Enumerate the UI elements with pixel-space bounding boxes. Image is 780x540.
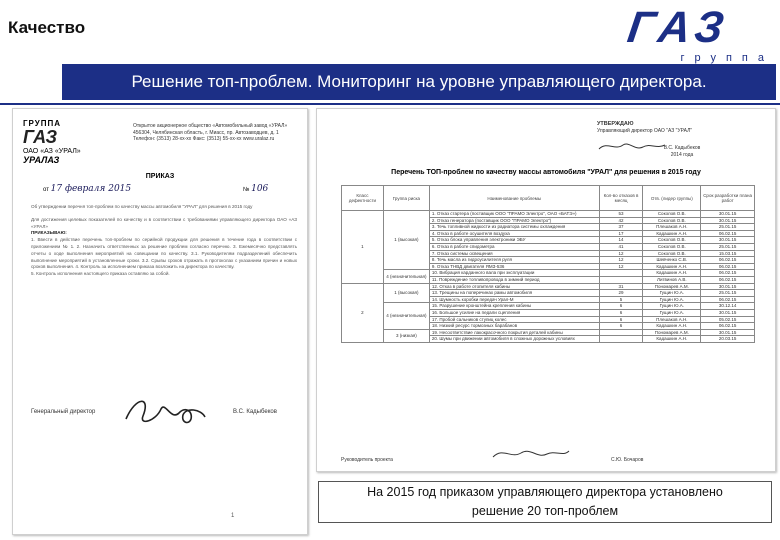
problem-cell: 16. Большое усилие на педали сцепления [429,309,599,316]
failures-cell: 6 [599,323,643,330]
org-line1: ГРУППА [23,119,62,128]
failures-cell [599,276,643,283]
owner-cell: Соколов О.В. [643,217,701,224]
owner-cell: Гущин Ю.А. [643,290,701,297]
failures-cell: 53 [599,211,643,218]
list-footer [341,457,755,463]
table-row [342,283,755,290]
approval-signature-mark [597,139,667,153]
problems-list-document [316,108,776,472]
class-cell: 1 [342,211,384,284]
owner-cell: Шевченко С.В. [643,257,701,264]
failures-cell: 6 [599,309,643,316]
failures-cell: 14 [599,237,643,244]
order-paragraph: Для достижения целевых показателей по качеству и в соответствии с требованиями управляющего директора ОАО «АЗ «УРАЛ» [31,216,297,229]
problem-cell: 4. Отказ в работе осушителя воздуха [429,230,599,237]
date-prefix: от [43,187,49,193]
list-title: Перечень ТОП-проблем по качеству массы автомобиля "УРАЛ" для решения в 2015 году [391,169,701,176]
org-line2: ГАЗ [23,127,58,147]
table-row [342,303,755,310]
signature-mark [121,391,211,431]
class-cell: 2 [342,283,384,342]
order-items: 1. Ввести в действие перечень топ-проблем по серийной продукции для решения в течение года в соответствии с приложением № 1. 2. Назначить ответственных за решение проблем согласно перечню. 3. Ежемесячно представлять отчеты о ходе выполнения мероприятий на совещании по качеству. 3.1. Руководителям подразделений обеспечить выполнение мероприятий в установленные сроки. 3.2. Срывы сроков отражать в протоколах с указанием причин и новых сроков выполнения. 4. Контроль за исполнением приказа возложить на директора по качеству. [31,237,297,270]
owner-cell: Соколов О.В. [643,243,701,250]
col-risk-group: Группа риска [383,186,429,211]
footer-signature-mark [491,445,571,461]
problem-cell: 2. Отказ генератора (поставщик ООО "ПРАМО Электро") [429,217,599,224]
problem-cell: 18. Низкий ресурс тормозных барабанов [429,323,599,330]
risk-group-cell: 3 (низкая) [383,329,429,342]
problem-cell: 19. Несоответствие лакокрасочного покрытия деталей кабины [429,329,599,336]
owner-cell: Соколов О.В. [643,250,701,257]
deadline-cell: 30.01.15 [701,211,755,218]
problem-cell: 11. Повреждение топливопровода в зимний период [429,276,599,283]
signer-name: В.С. Кадыбеков [233,409,277,415]
risk-group-cell: 1 (высокая) [383,283,429,303]
owner-cell: Гущин Ю.А. [643,309,701,316]
owner-cell: Кадашкин А.Н. [643,323,701,330]
problem-cell: 1. Отказ стартера (поставщик ООО "ПРАМО Электро", ОАО «БАТЭ») [429,211,599,218]
failures-cell: 12 [599,263,643,270]
deadline-cell: 30.12.14 [701,303,755,310]
owner-cell: Гущин Ю.А. [643,296,701,303]
deadline-cell: 05.02.15 [701,316,755,323]
failures-cell [599,336,643,343]
table-row [342,329,755,336]
owner-cell: Пономарев А.М. [643,329,701,336]
problem-cell: 13. Трещины на поперечинах рамы автомобиля [429,290,599,297]
logo-subtitle: группа [680,52,774,64]
problems-table-body [342,211,755,343]
owner-cell: Кадашкин А.Н. [643,230,701,237]
owner-cell: Соколов О.В. [643,237,701,244]
problem-cell: 20. Шумы при движении автомобиля в сложных дорожных условиях [429,336,599,343]
number-prefix: № [243,187,250,193]
deadline-cell: 30.01.15 [701,283,755,290]
approval-block [597,121,767,159]
approve-line3: 2014 года [670,152,694,158]
col-class: Класс дефектности [342,186,384,211]
order-control: 5. Контроль исполнения настоящего приказа оставляю за собой. [31,271,170,277]
logo-mark: ГАЗ [624,3,733,52]
approve-title: УТВЕРЖДАЮ [597,121,634,127]
org-line4: УРАЛАЗ [23,155,60,165]
col-problem: Наименование проблемы [429,186,599,211]
approve-line1: Управляющий директор ОАО "АЗ "УРАЛ" [597,128,693,134]
deadline-cell: 06.02.15 [701,270,755,277]
order-document [12,108,308,535]
banner-text: Решение топ-проблем. Мониторинг на уровне управляющего директора. [131,72,707,91]
deadline-cell: 30.01.15 [701,237,755,244]
problem-cell: 6. Отказ в работе спидометра [429,243,599,250]
failures-cell: 42 [599,217,643,224]
header-divider [0,103,780,105]
failures-cell [599,270,643,277]
deadline-cell: 25.01.15 [701,224,755,231]
failures-cell: 37 [599,224,643,231]
failures-cell: 41 [599,243,643,250]
col-failures: Кол-во отказов в месяц [599,186,643,211]
failures-cell: 6 [599,303,643,310]
gaz-group-logo [624,3,776,64]
order-number [243,184,268,194]
number-value: 106 [251,184,269,194]
date-value: 17 февраля 2015 [50,184,132,194]
table-row [342,211,755,218]
risk-group-cell: 4 (незначительная) [383,270,429,283]
deadline-cell: 06.02.15 [701,323,755,330]
owner-cell: Плешаков А.Н. [643,224,701,231]
owner-cell: Кадашкин А.Н. [643,336,701,343]
problem-cell: 15. Разрушение кронштейна крепления кабины [429,303,599,310]
problem-cell: 7. Отказ системы освещения [429,250,599,257]
order-title: ПРИКАЗ [145,173,175,180]
signer-position: Генеральный директор [31,409,96,415]
failures-cell: 12 [599,250,643,257]
page-number: 1 [231,513,235,519]
deadline-cell: 06.02.15 [701,296,755,303]
deadline-cell: 06.02.15 [701,276,755,283]
order-command: ПРИКАЗЫВАЮ: [31,230,67,236]
org-logo-block [23,119,93,165]
approve-line2: В.С. Кадыбеков [663,145,701,151]
col-owner: Отв. (лидер группы) [643,186,701,211]
failures-cell: 29 [599,290,643,297]
problem-cell: 5. Отказ блока управления электроники ЭБУ [429,237,599,244]
deadline-cell: 06.02.15 [701,230,755,237]
problem-cell: 3. Течь топливной жидкости из радиатора системы охлаждения [429,224,599,231]
page-title: Качество [8,18,86,37]
deadline-cell: 15.03.15 [701,250,755,257]
order-body [31,204,297,278]
problem-cell: 9. Отказ ТНВД двигателя ЯМЗ-536 [429,263,599,270]
owner-cell: Кадашкин А.Н. [643,270,701,277]
deadline-cell: 20.03.15 [701,336,755,343]
failures-cell [599,329,643,336]
problem-cell: 10. Вибрация карданного вала при эксплуатации [429,270,599,277]
order-intro: Об утверждении перечня топ-проблем по качеству массы автомобиля "УРАЛ" для решения в 2015 году [31,204,253,209]
deadline-cell: 30.01.15 [701,309,755,316]
deadline-cell: 06.02.15 [701,263,755,270]
org-line3: ОАО «АЗ «УРАЛ» [23,148,81,155]
deadline-cell: 25.01.15 [701,290,755,297]
table-row [342,270,755,277]
callout-line1: На 2015 год приказом управляющего директора установлено [367,485,723,499]
failures-cell: 5 [599,296,643,303]
summary-callout [318,481,772,523]
problem-cell: 14. Шумность коробки передач Урал-М [429,296,599,303]
failures-cell: 31 [599,283,643,290]
deadline-cell: 25.01.15 [701,243,755,250]
problem-cell: 8. Течь масла из гидроусилителя руля [429,257,599,264]
owner-cell: Плешаков А.Н. [643,316,701,323]
owner-cell: Соколов О.В. [643,211,701,218]
failures-cell: 6 [599,316,643,323]
org-info: Открытое акционерное общество «Автомобильный завод «УРАЛ» 456304, Челябинская область, г. Миасс, пр. Автозаводцев, д. 1 Телефон: (3513) 28-xx-xx Факс: (3513) 55-xx-xx www.uralaz.ru [133,123,288,142]
slide-banner [62,64,776,100]
footer-name: С.Ю. Бочаров [611,457,644,463]
risk-group-cell: 1 (высокая) [383,211,429,270]
problem-cell: 17. Пробой сальников ступиц колес [429,316,599,323]
problems-table [341,185,755,343]
table-header-row [342,186,755,211]
owner-cell: Гущин Ю.А. [643,303,701,310]
footer-position: Руководитель проекта [341,457,393,463]
owner-cell: Литвинов А.В. [643,276,701,283]
deadline-cell: 06.02.15 [701,257,755,264]
deadline-cell: 30.01.15 [701,217,755,224]
problem-cell: 12. Отказ в работе отопителя кабины [429,283,599,290]
failures-cell: 12 [599,257,643,264]
failures-cell: 17 [599,230,643,237]
col-deadline: Срок разработки плана работ [701,186,755,211]
risk-group-cell: 4 (незначительная) [383,303,429,329]
deadline-cell: 30.01.15 [701,329,755,336]
owner-cell: Пономарев А.М. [643,283,701,290]
order-date [43,184,131,194]
owner-cell: Кадашкин А.Н. [643,263,701,270]
callout-line2: решение 20 топ-проблем [471,504,619,518]
